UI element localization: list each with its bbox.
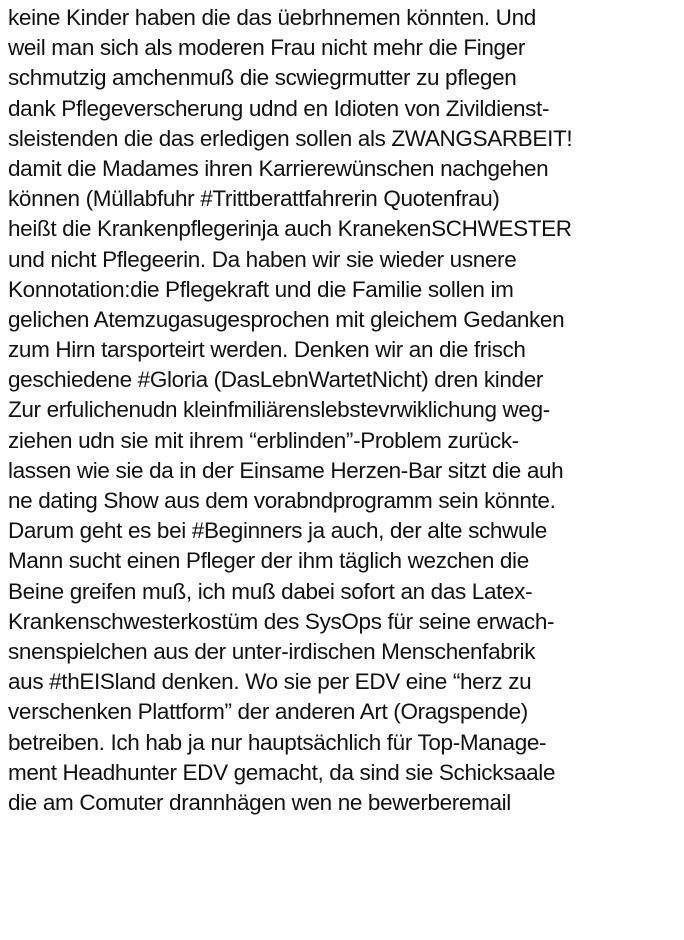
- text-line: dank Pflegeverscherung udnd en Idioten von Zivildienst-: [8, 95, 550, 121]
- text-line: Konnotation:die Pflegekraft und die Familie sollen im: [8, 276, 514, 302]
- text-line: Beine greifen muß, ich muß dabei sofort an das Latex-: [8, 578, 533, 604]
- text-line: aus #thEISland denken. Wo sie per EDV eine “herz zu: [8, 669, 532, 695]
- text-line: lassen wie sie da in der Einsame Herzen-Bar sitzt die auh: [8, 457, 564, 483]
- text-line: weil man sich als moderen Frau nicht mehr die Finger: [8, 35, 526, 61]
- text-line: verschenken Plattform” der anderen Art (Oragspende): [8, 699, 528, 725]
- text-line: können (Müllabfuhr #Trittberattfahrerin Quotenfrau): [8, 186, 500, 212]
- text-line: damit die Madames ihren Karrierewünschen nachgehen: [8, 155, 549, 181]
- text-line: keine Kinder haben die das üebrhnemen könnten. Und: [8, 5, 536, 30]
- text-line: heißt die Krankenpflegerinja auch KranekenSCHWESTER: [8, 216, 572, 242]
- text-line: sleistenden die das erledigen sollen als ZWANGSARBEIT!: [8, 125, 573, 151]
- text-line: Krankenschwesterkostüm des SysOps für seine erwach-: [8, 608, 555, 634]
- text-line: snenspielchen aus der unter-irdischen Menschenfabrik: [8, 638, 536, 664]
- text-line: schmutzig amchenmuß die scwiegrmutter zu pflegen: [8, 65, 517, 91]
- text-line: und nicht Pflegeerin. Da haben wir sie wieder usnere: [8, 246, 517, 272]
- text-line: zum Hirn tarsporteirt werden. Denken wir an die frisch: [8, 337, 526, 363]
- text-line: Darum geht es bei #Beginners ja auch, der alte schwule: [8, 518, 547, 544]
- text-line: die am Comuter drannhägen wen ne bewerberemail: [8, 789, 511, 815]
- text-line: Zur erfulichenudn kleinfmiliärenslebstevrwiklichung weg-: [8, 397, 550, 423]
- text-line: betreiben. Ich hab ja nur hauptsächlich für Top-Manage-: [8, 729, 547, 755]
- text-line: ziehen udn sie mit ihrem “erblinden”-Problem zurück-: [8, 427, 519, 453]
- body-text: [8, 3, 678, 818]
- text-line: gelichen Atemzugasugesprochen mit gleichem Gedanken: [8, 306, 565, 332]
- text-line: geschiedene #Gloria (DasLebnWartetNicht) dren kinder: [8, 367, 543, 393]
- text-line: ment Headhunter EDV gemacht, da sind sie Schicksaale: [8, 759, 556, 785]
- text-line: Mann sucht einen Pfleger der ihm täglich wezchen die: [8, 548, 529, 574]
- text-line: ne dating Show aus dem vorabndprogramm sein könnte.: [8, 488, 556, 513]
